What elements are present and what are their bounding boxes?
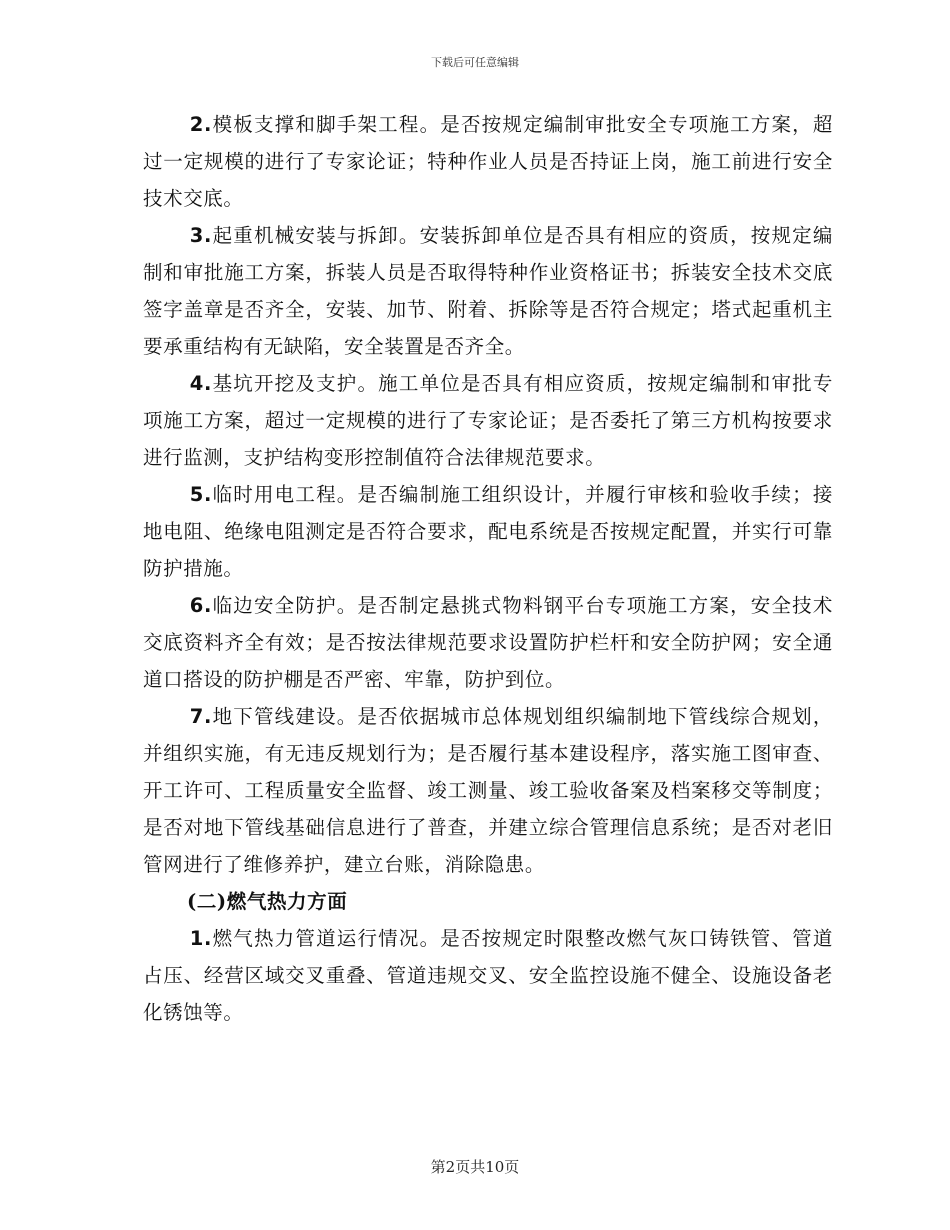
header-note: 下载后可任意编辑 bbox=[431, 56, 519, 69]
section-paragraph-item-1 bbox=[143, 920, 833, 1031]
paragraph-item-6 bbox=[143, 587, 833, 698]
item-number: 1. bbox=[189, 927, 212, 950]
paragraph-text: 起重机械安装与拆卸。安装拆卸单位是否具有相应的资质，按规定编制和审批施工方案，拆装人员是否取得特种作业资格证书；拆装安全技术交底签字盖章是否齐全，安装、加节、附着、拆除等是否符合规定；塔式起重机主要承重结构有无缺陷，安全装置是否齐全。 bbox=[143, 224, 833, 358]
section-heading: (二)燃气热力方面 bbox=[187, 890, 348, 913]
paragraph-text: 基坑开挖及支护。施工单位是否具有相应资质，按规定编制和审批专项施工方案，超过一定规模的进行了专家论证；是否委托了第三方机构按要求进行监测，支护结构变形控制值符合法律规范要求。 bbox=[143, 372, 833, 469]
paragraph-text: 燃气热力管道运行情况。是否按规定时限整改燃气灰口铸铁管、管道占压、经营区域交叉重叠、管道违规交叉、安全监控设施不健全、设施设备老化锈蚀等。 bbox=[143, 927, 833, 1024]
item-number: 5. bbox=[189, 483, 212, 506]
paragraph-text: 模板支撑和脚手架工程。是否按规定编制审批安全专项施工方案，超过一定规模的进行了专家论证；特种作业人员是否持证上岗，施工前进行安全技术交底。 bbox=[143, 113, 833, 210]
paragraph-item-4 bbox=[143, 365, 833, 476]
paragraph-text: 临边安全防护。是否制定悬挑式物料钢平台专项施工方案，安全技术交底资料齐全有效；是否按法律规范要求设置防护栏杆和安全防护网；安全通道口搭设的防护棚是否严密、牢靠，防护到位。 bbox=[143, 594, 833, 691]
paragraph-item-3 bbox=[143, 217, 833, 365]
item-number: 7. bbox=[189, 705, 212, 728]
paragraph-item-5 bbox=[143, 476, 833, 587]
item-number: 6. bbox=[189, 594, 212, 617]
item-number: 3. bbox=[189, 224, 212, 247]
paragraph-item-2 bbox=[143, 106, 833, 217]
page-footer: 第2页共10页 bbox=[430, 1158, 520, 1176]
item-number: 4. bbox=[189, 372, 212, 395]
paragraph-text: 临时用电工程。是否编制施工组织设计，并履行审核和验收手续；接地电阻、绝缘电阻测定是否符合要求，配电系统是否按规定配置，并实行可靠防护措施。 bbox=[143, 483, 833, 580]
paragraph-item-7 bbox=[143, 698, 833, 883]
item-number: 2. bbox=[189, 113, 212, 136]
paragraph-text: 地下管线建设。是否依据城市总体规划组织编制地下管线综合规划，并组织实施，有无违反规划行为；是否履行基本建设程序，落实施工图审查、开工许可、工程质量安全监督、竣工测量、竣工验收备案及档案移交等制度；是否对地下管线基础信息进行了普查，并建立综合管理信息系统；是否对老旧管网进行了维修养护，建立台账，消除隐患。 bbox=[143, 705, 833, 876]
document-body bbox=[143, 106, 833, 1031]
